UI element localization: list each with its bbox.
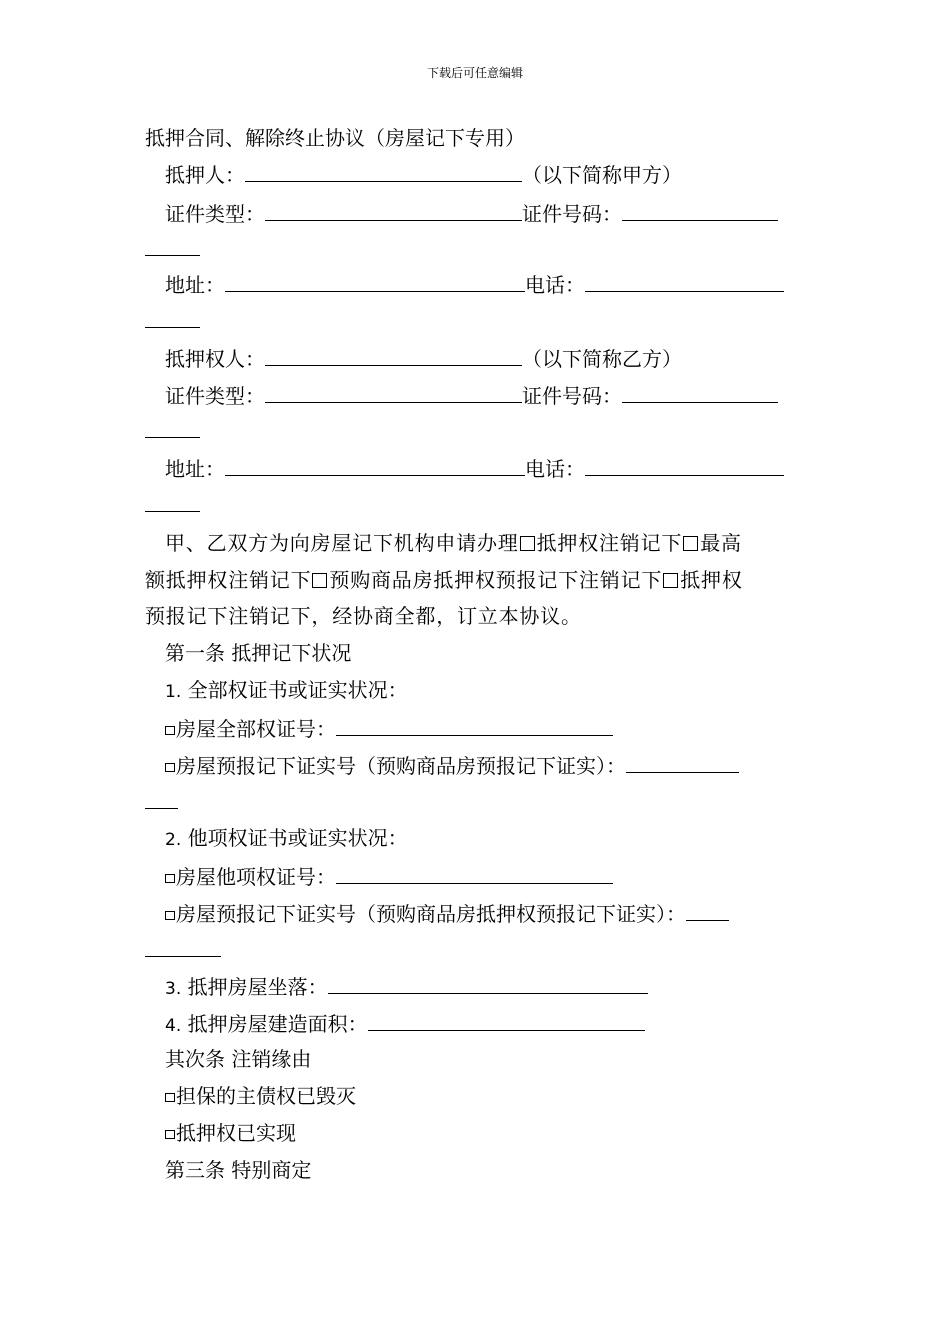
intro-line-1	[165, 531, 742, 555]
checkbox-mortgage-prenotice-cancel[interactable]	[663, 573, 678, 588]
cert-ownership-row	[165, 715, 613, 741]
reason-1-row	[165, 1084, 356, 1108]
mortgagee-id-continuation	[145, 417, 200, 443]
item-2	[165, 826, 408, 852]
property-location-blank[interactable]	[328, 973, 648, 994]
mortgage-prenotice-cert-blank[interactable]	[686, 900, 729, 921]
intro-line-2	[145, 568, 743, 592]
prenotice-continuation	[145, 788, 178, 814]
mortgagee-phone-blank-cont[interactable]	[145, 491, 200, 512]
item-1-number: 1.	[165, 682, 182, 702]
article-1-heading: 第一条 抵押记下状况	[165, 641, 352, 665]
mortgagor-id-type-blank[interactable]	[265, 200, 522, 221]
mortgagor-blank[interactable]	[245, 161, 522, 182]
phone-label: 电话：	[525, 457, 585, 481]
mortgage-prenotice-continuation	[145, 936, 221, 962]
mortgagee-id-type-blank[interactable]	[265, 382, 522, 403]
prenotice-cert-blank[interactable]	[626, 752, 739, 773]
item-4-text: 抵押房屋建造面积：	[187, 1012, 368, 1036]
address-label: 地址：	[165, 273, 225, 297]
mortgagee-phone-continuation	[145, 491, 200, 517]
cert-ownership-label: 房屋全部权证号：	[176, 717, 336, 741]
mortgagor-note: （以下简称甲方）	[522, 163, 682, 187]
item-3-text: 抵押房屋坐落：	[187, 975, 328, 999]
intro-line2-b: 预购商品房抵押权预报记下注销记下	[329, 568, 663, 592]
mortgagor-address-blank[interactable]	[225, 271, 525, 292]
document-title: 抵押合同、解除终止协议（房屋记下专用）	[145, 126, 525, 150]
checkbox-mortgage-realized[interactable]	[165, 1130, 175, 1139]
mortgagee-address-blank[interactable]	[225, 455, 525, 476]
reason-1-text: 担保的主债权已毁灭	[176, 1084, 356, 1108]
cert-prenotice-label: 房屋预报记下证实号（预购商品房预报记下证实）：	[176, 754, 626, 778]
mortgagor-id-no-blank[interactable]	[622, 200, 778, 221]
article-2-heading: 其次条 注销缘由	[165, 1047, 312, 1071]
address-label: 地址：	[165, 457, 225, 481]
cert-mortgage-prenotice-row	[165, 900, 729, 926]
mortgagor-id-continuation	[145, 235, 200, 261]
intro-text-a: 甲、乙双方为向房屋记下机构申请办理	[165, 531, 519, 555]
phone-label: 电话：	[525, 273, 585, 297]
cert-prenotice-row	[165, 752, 739, 778]
item-2-text: 他项权证书或证实状况：	[187, 826, 408, 850]
mortgagor-phone-continuation	[145, 307, 200, 333]
cert-mortgage-prenotice-label: 房屋预报记下证实号（预购商品房抵押权预报记下证实）：	[176, 902, 686, 926]
mortgagee-note: （以下简称乙方）	[522, 347, 682, 371]
mortgage-prenotice-cert-blank-cont[interactable]	[145, 936, 221, 957]
mortgagor-id-row	[165, 200, 778, 226]
checkbox-mortgage-prenotice-cert[interactable]	[165, 911, 175, 920]
checkbox-ownership-cert[interactable]	[165, 726, 175, 735]
intro-line2-c: 抵押权	[680, 568, 743, 592]
mortgagee-blank[interactable]	[265, 345, 522, 366]
item-1	[165, 678, 408, 704]
item-4-number: 4.	[165, 1016, 182, 1036]
ownership-cert-blank[interactable]	[336, 715, 613, 736]
id-no-label: 证件号码：	[522, 384, 622, 408]
item-3-number: 3.	[165, 979, 182, 999]
id-no-label: 证件号码：	[522, 202, 622, 226]
mortgagee-address-row	[165, 455, 784, 481]
item-4	[165, 1010, 645, 1038]
mortgagee-id-no-blank-cont[interactable]	[145, 417, 200, 438]
item-1-text: 全部权证书或证实状况：	[187, 678, 408, 702]
item-3	[165, 973, 648, 1001]
reason-2-text: 抵押权已实现	[176, 1121, 296, 1145]
intro-line-3: 预报记下注销记下，经协商全都，订立本协议。	[145, 604, 582, 628]
mortgagee-label: 抵押权人：	[165, 347, 265, 371]
intro-line2-a: 额抵押权注销记下	[145, 568, 312, 592]
intro-text-b: 抵押权注销记下	[536, 531, 683, 555]
mortgagee-id-no-blank[interactable]	[622, 382, 778, 403]
checkbox-debt-extinguished[interactable]	[165, 1093, 175, 1102]
intro-text-c: 最高	[700, 531, 742, 555]
mortgagor-phone-blank[interactable]	[585, 271, 784, 292]
mortgagor-phone-blank-cont[interactable]	[145, 307, 200, 328]
mortgagor-address-row	[165, 271, 784, 297]
cert-other-right-row	[165, 863, 613, 889]
page-header: 下载后可任意编辑	[426, 66, 523, 80]
other-right-cert-blank[interactable]	[336, 863, 613, 884]
mortgagee-phone-blank[interactable]	[585, 455, 784, 476]
reason-2-row	[165, 1121, 296, 1145]
mortgagee-id-row	[165, 382, 778, 408]
cert-other-right-label: 房屋他项权证号：	[176, 865, 336, 889]
mortgagor-label: 抵押人：	[165, 163, 245, 187]
mortgagee-row	[165, 345, 682, 371]
mortgagor-id-no-blank-cont[interactable]	[145, 235, 200, 256]
checkbox-other-right-cert[interactable]	[165, 874, 175, 883]
article-3-heading: 第三条 特别商定	[165, 1158, 312, 1182]
checkbox-max-mortgage-cancel[interactable]	[683, 536, 698, 551]
id-type-label: 证件类型：	[165, 202, 265, 226]
mortgagor-row	[165, 161, 682, 187]
prenotice-cert-blank-cont[interactable]	[145, 788, 178, 809]
id-type-label: 证件类型：	[165, 384, 265, 408]
item-2-number: 2.	[165, 830, 182, 850]
checkbox-prenotice-cert[interactable]	[165, 763, 175, 772]
checkbox-presale-prenotice-cancel[interactable]	[312, 573, 327, 588]
floor-area-blank[interactable]	[368, 1010, 645, 1031]
checkbox-mortgage-cancel[interactable]	[520, 536, 535, 551]
